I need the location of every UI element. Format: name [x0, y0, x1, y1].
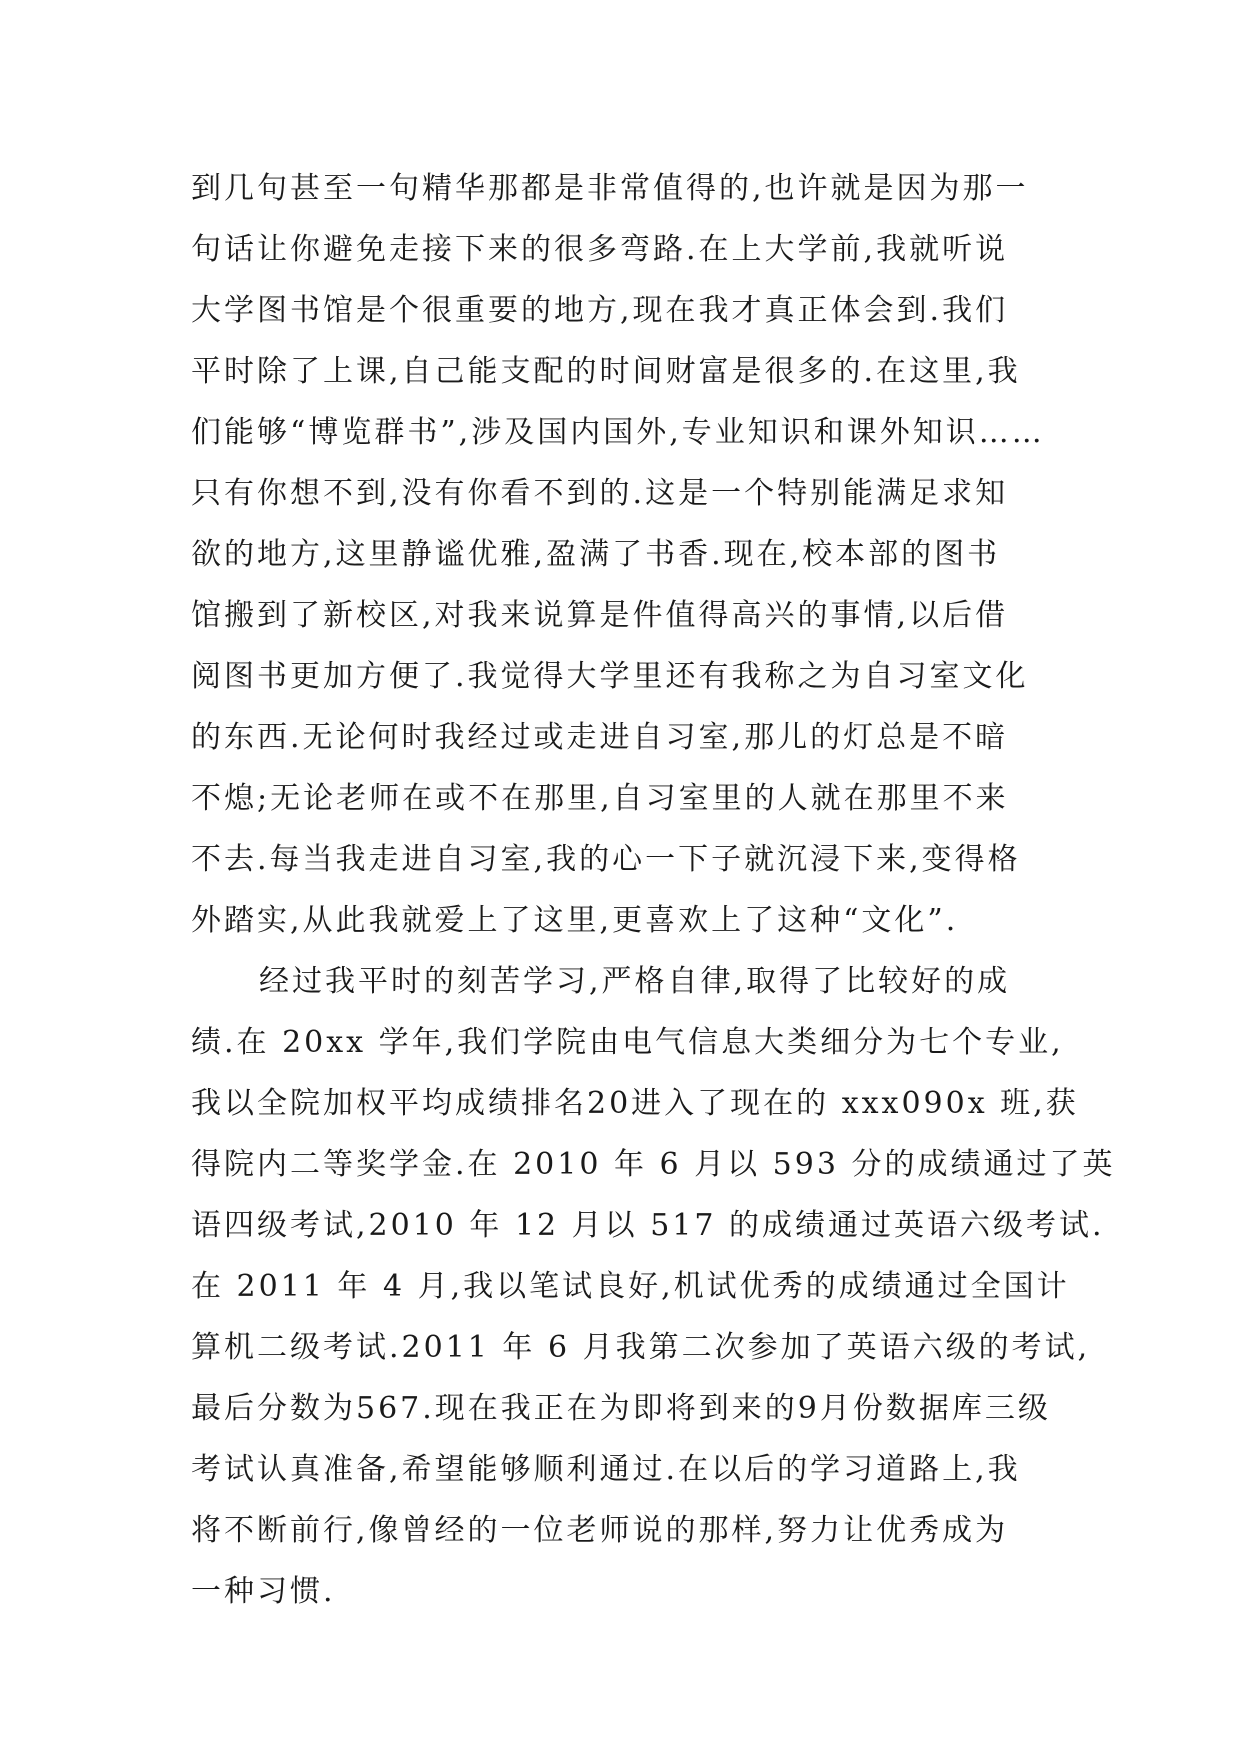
text-line: 在 2011 年 4 月,我以笔试良好,机试优秀的成绩通过全国计 [191, 1269, 1070, 1304]
text-line: 欲的地方,这里静谧优雅,盈满了书香.现在,校本部的图书 [191, 537, 1001, 572]
text-line: 的东西.无论何时我经过或走进自习室,那儿的灯总是不暗 [191, 720, 1009, 755]
text-line: 语四级考试,2010 年 12 月以 517 的成绩通过英语六级考试. [191, 1208, 1105, 1243]
body-text [191, 158, 1116, 1622]
text-line: 最后分数为567.现在我正在为即将到来的9月份数据库三级 [191, 1391, 1051, 1426]
text-line: 阅图书更加方便了.我觉得大学里还有我称之为自习室文化 [191, 659, 1029, 694]
text-line: 不熄;无论老师在或不在那里,自习室里的人就在那里不来 [191, 781, 1009, 816]
text-line: 馆搬到了新校区,对我来说算是件值得高兴的事情,以后借 [191, 598, 1009, 633]
text-line: 到几句甚至一句精华那都是非常值得的,也许就是因为那一 [191, 171, 1029, 206]
text-line: 得院内二等奖学金.在 2010 年 6 月以 593 分的成绩通过了英 [191, 1147, 1116, 1182]
text-line: 绩.在 20xx 学年,我们学院由电气信息大类细分为七个专业, [191, 1025, 1064, 1060]
text-line: 大学图书馆是个很重要的地方,现在我才真正体会到.我们 [191, 293, 1009, 328]
text-line: 平时除了上课,自己能支配的时间财富是很多的.在这里,我 [191, 354, 1021, 389]
text-line: 不去.每当我走进自习室,我的心一下子就沉浸下来,变得格 [191, 842, 1021, 877]
text-line: 句话让你避免走接下来的很多弯路.在上大学前,我就听说 [191, 232, 1009, 267]
text-line: 只有你想不到,没有你看不到的.这是一个特别能满足求知 [191, 476, 1009, 511]
text-line: 我以全院加权平均成绩排名20进入了现在的 xxx090x 班,获 [191, 1086, 1079, 1121]
text-line: 算机二级考试.2011 年 6 月我第二次参加了英语六级的考试, [191, 1330, 1091, 1365]
paragraph-first-line: 经过我平时的刻苦学习,严格自律,取得了比较好的成 [259, 964, 1011, 999]
text-line: 一种习惯. [191, 1574, 336, 1609]
text-line: 外踏实,从此我就爱上了这里,更喜欢上了这种“文化”. [191, 903, 959, 938]
text-line: 考试认真准备,希望能够顺利通过.在以后的学习道路上,我 [191, 1452, 1021, 1487]
text-line: 将不断前行,像曾经的一位老师说的那样,努力让优秀成为 [191, 1513, 1009, 1548]
text-line: 们能够“博览群书”,涉及国内国外,专业知识和课外知识…… [191, 415, 1045, 450]
